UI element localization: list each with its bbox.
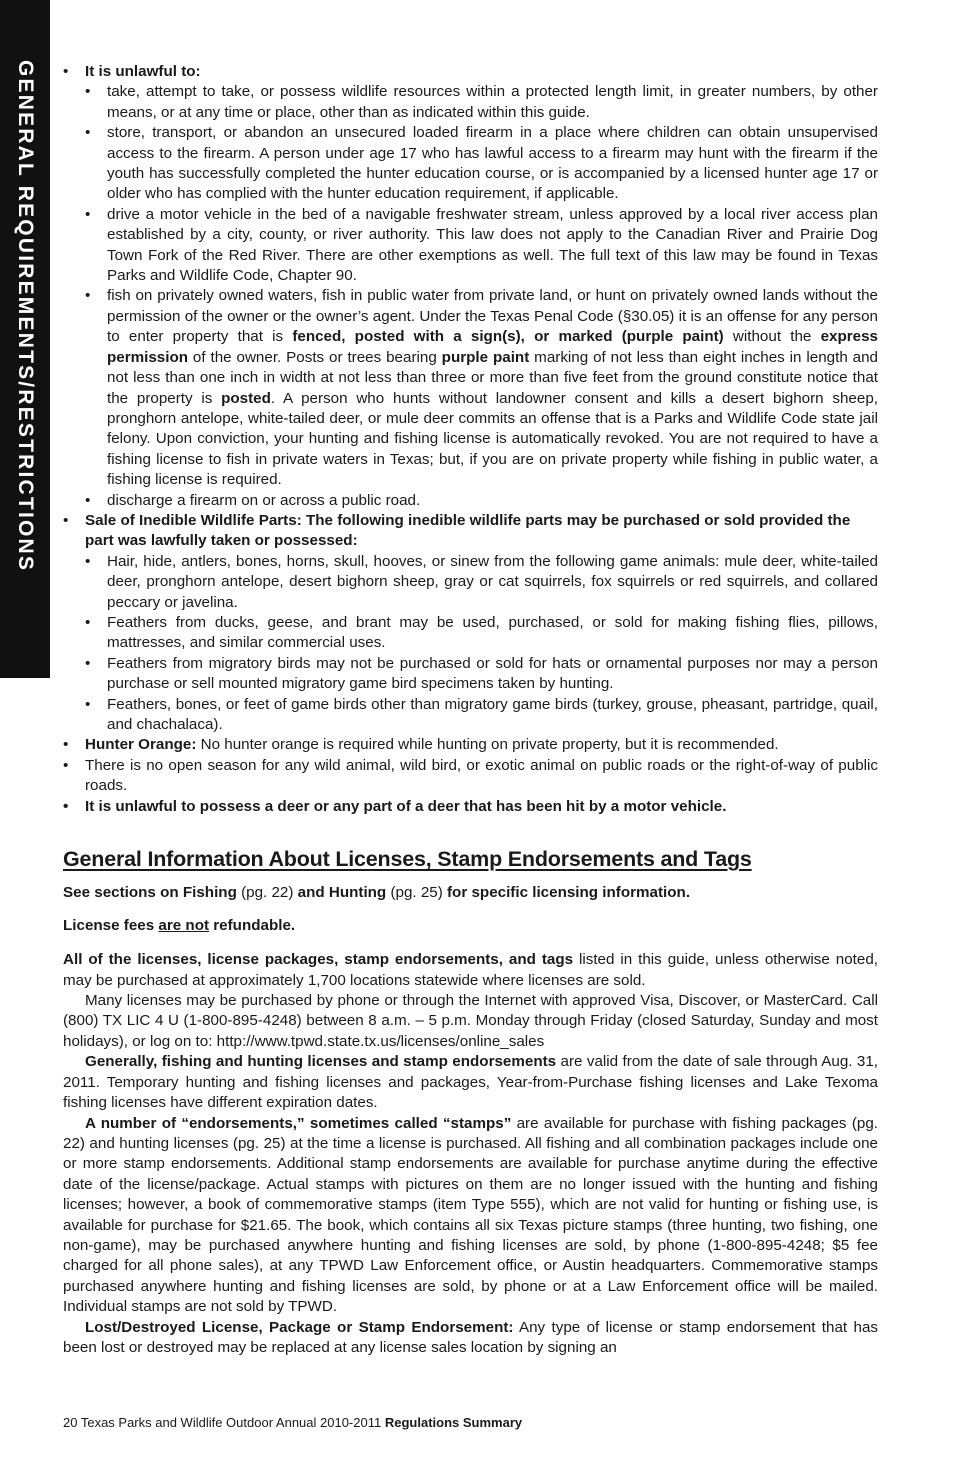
list-item: • Hair, hide, antlers, bones, horns, skull, hooves, or sinew from the following game animals: mule deer, white-tailed deer, pronghorn antelope, desert bighorn sheep, gray or cat squirrels, fox squirrels or red squirrels, and collared peccary or javelina. <box>85 552 878 613</box>
unlawful-list <box>85 82 878 511</box>
bold-run: fenced, posted with a sign(s), or marked (purple paint) <box>292 328 724 346</box>
text-run: . A person who hunts without landowner consent and kills a desert bighorn sheep, pronghorn antelope, white-tailed deer, or mule deer commits an offense that is a Parks and Wildlife Code state jail felony. Upon conviction, your hunting and fishing license is automatically revoked. You are not required to have a fishing license to fish in private waters in Texas; but, if you are on private property while fishing in public water, a fishing license is required. <box>107 389 878 489</box>
sidebar-label: GENERAL REQUIREMENTS/RESTRICTIONS <box>14 60 37 573</box>
section-title: General Information About Licenses, Stamp Endorsements and Tags <box>63 847 752 872</box>
rules-list <box>63 62 878 817</box>
text-run: without the <box>723 328 821 346</box>
inedible-block <box>63 511 878 735</box>
bold-run: posted <box>221 389 271 407</box>
text-run: are available for purchase with fishing packages (pg. 22) and hunting licenses (pg. 25) at the time a license is purchased. All fishing and all combination packages include one or more stamp endorsements. Additional stamp endorsements are available for purchase anytime during the effective date of the license/package. Actual stamps with pictures on them are no longer issued with the hunting and fishing licenses; however, a book of commemorative stamps (item Type 555), which are not valid for hunting or fishing use, is available for purchase for $21.65. The book, which contains all six Texas picture stamps (three hunting, two fishing, one non-game), may be purchased anywhere hunting and fishing licenses are sold, by phone (1-800-895-4248; $5 fee charged for all phone sales), at any TPWD Law Enforcement office, or Austin headquarters. Commemorative stamps purchased anywhere hunting and fishing licenses are sold, by phone or at a Law Enforcement office will be mailed. Individual stamps are not sold by TPWD. <box>63 1114 878 1316</box>
text-run: marking of not less than eight inches in length and not less than one inch in width at not less than three or more than five feet from the ground constitute notice that the property is <box>107 348 879 407</box>
hunter-orange-text: No hunter orange is required while hunting on private property, but it is recommended. <box>196 736 779 754</box>
unlawful-block <box>63 62 878 511</box>
public-roads-item: • There is no open season for any wild animal, wild bird, or exotic animal on public roads or the right-of-way of public roads. <box>63 756 878 797</box>
text-run: Any type of license or stamp endorsement that has been lost or destroyed may be replaced at any license sales location by signing an <box>63 1318 878 1356</box>
text-run: are valid from the date of sale through Aug. 31, 2011. Temporary hunting and fishing licenses and packages, Year-from-Purchase fishing licenses and Lake Texoma fishing licenses have different expiration dates. <box>63 1053 879 1112</box>
text-run: listed in this guide, unless otherwise noted, may be purchased at approximately 1,700 locations statewide where licenses are sold. <box>63 951 878 989</box>
bold-run: License fees <box>63 916 159 934</box>
bold-run: All of the licenses, license packages, stamp endorsements, and tags <box>63 951 574 969</box>
hunter-orange-item <box>63 735 878 755</box>
inedible-list <box>85 552 878 736</box>
section-sidebar <box>0 0 50 678</box>
bold-run: refundable. <box>209 916 296 934</box>
list-item: • Feathers from ducks, geese, and brant may be used, purchased, or sold for making fishing flies, pillows, mattresses, and similar commercial uses. <box>85 613 878 654</box>
bold-run: express permission <box>107 328 878 366</box>
endorsements-paragraph <box>63 1114 878 1318</box>
bold-run: Generally, fishing and hunting licenses and stamp endorsements <box>85 1053 557 1071</box>
list-item: • Feathers from migratory birds may not be purchased or sold for hats or ornamental purposes nor may a person purchase or sell mounted migratory game bird specimens taken by hunting. <box>85 654 878 695</box>
list-item: • store, transport, or abandon an unsecured loaded firearm in a place where children can obtain unsupervised access to the firearm. A person under age 17 who has lawful access to a firearm may hunt with the firearm if the youth has successfully completed the hunter education course, or is accompanied by a licensed hunter age 17 or older who has complied with the hunter education requirement, if applicable. <box>85 123 878 205</box>
list-item: • discharge a firearm on or across a public road. <box>85 491 878 511</box>
footer-section: Regulations Summary <box>384 1415 523 1430</box>
all-licenses-paragraph <box>63 950 878 991</box>
list-item: • take, attempt to take, or possess wildlife resources within a protected length limit, in greater numbers, by other means, or at any time or place, other than as indicated within this guide. <box>85 82 878 123</box>
inedible-heading: • Sale of Inedible Wildlife Parts: The following inedible wildlife parts may be purchased or sold provided the part was lawfully taken or possessed: <box>85 511 851 550</box>
many-licenses-paragraph: Many licenses may be purchased by phone or through the Internet with approved Visa, Discover, or MasterCard. Call (800) TX LIC 4 U (1-800-895-4248) between 8 a.m. – 5 p.m. Monday through Friday (closed Saturday, Sunday and most holidays), or log on to: http://www.tpwd.state.tx.us/licenses/online_sales <box>63 992 878 1050</box>
see-sections-line <box>63 883 878 903</box>
bold-run: See sections on Fishing <box>63 884 237 902</box>
list-item: • drive a motor vehicle in the bed of a navigable freshwater stream, unless approved by a local river access plan established by a city, county, or river authority. This law does not apply to the Canadian River and Prairie Dog Town Fork of the Red River. There are other exemptions as well. The full text of this law may be found in Texas Parks and Wildlife Code, Chapter 90. <box>85 205 878 287</box>
fees-line <box>63 916 878 936</box>
text-run: (pg. 25) <box>386 884 447 902</box>
bold-run: Lost/Destroyed License, Package or Stamp Endorsement: <box>85 1318 514 1336</box>
validity-paragraph <box>63 1052 878 1113</box>
text-run: (pg. 22) <box>236 884 298 902</box>
bold-run: A number of “endorsements,” sometimes called “stamps” <box>85 1114 512 1132</box>
lost-license-paragraph <box>63 1318 878 1359</box>
bold-run: for specific licensing information. <box>447 884 691 902</box>
bold-run: and Hunting <box>297 884 387 902</box>
text-run: of the owner. Posts or trees bearing <box>188 348 442 366</box>
page-content <box>63 62 878 1358</box>
footer-text: 20 Texas Parks and Wildlife Outdoor Annual 2010-2011 <box>63 1415 382 1430</box>
underlined-bold-run: are not <box>158 916 210 934</box>
text-run: fish on privately owned waters, fish in public water from private land, or hunt on privately owned lands without the permission of the owner or the owner’s agent. Under the Texas Penal Code (§30.05) it is an offense for any person to enter property that is <box>107 287 878 346</box>
list-item-private-land <box>85 286 878 490</box>
list-item: • Feathers, bones, or feet of game birds other than migratory game birds (turkey, grouse, pheasant, partridge, quail, and chachalaca). <box>85 695 878 736</box>
deer-vehicle-item: • It is unlawful to possess a deer or any part of a deer that has been hit by a motor vehicle. <box>63 797 878 817</box>
hunter-orange-label: Hunter Orange: <box>85 736 197 754</box>
page-footer <box>63 1415 522 1430</box>
bold-run: purple paint <box>441 348 530 366</box>
unlawful-heading: • It is unlawful to: <box>85 63 201 80</box>
